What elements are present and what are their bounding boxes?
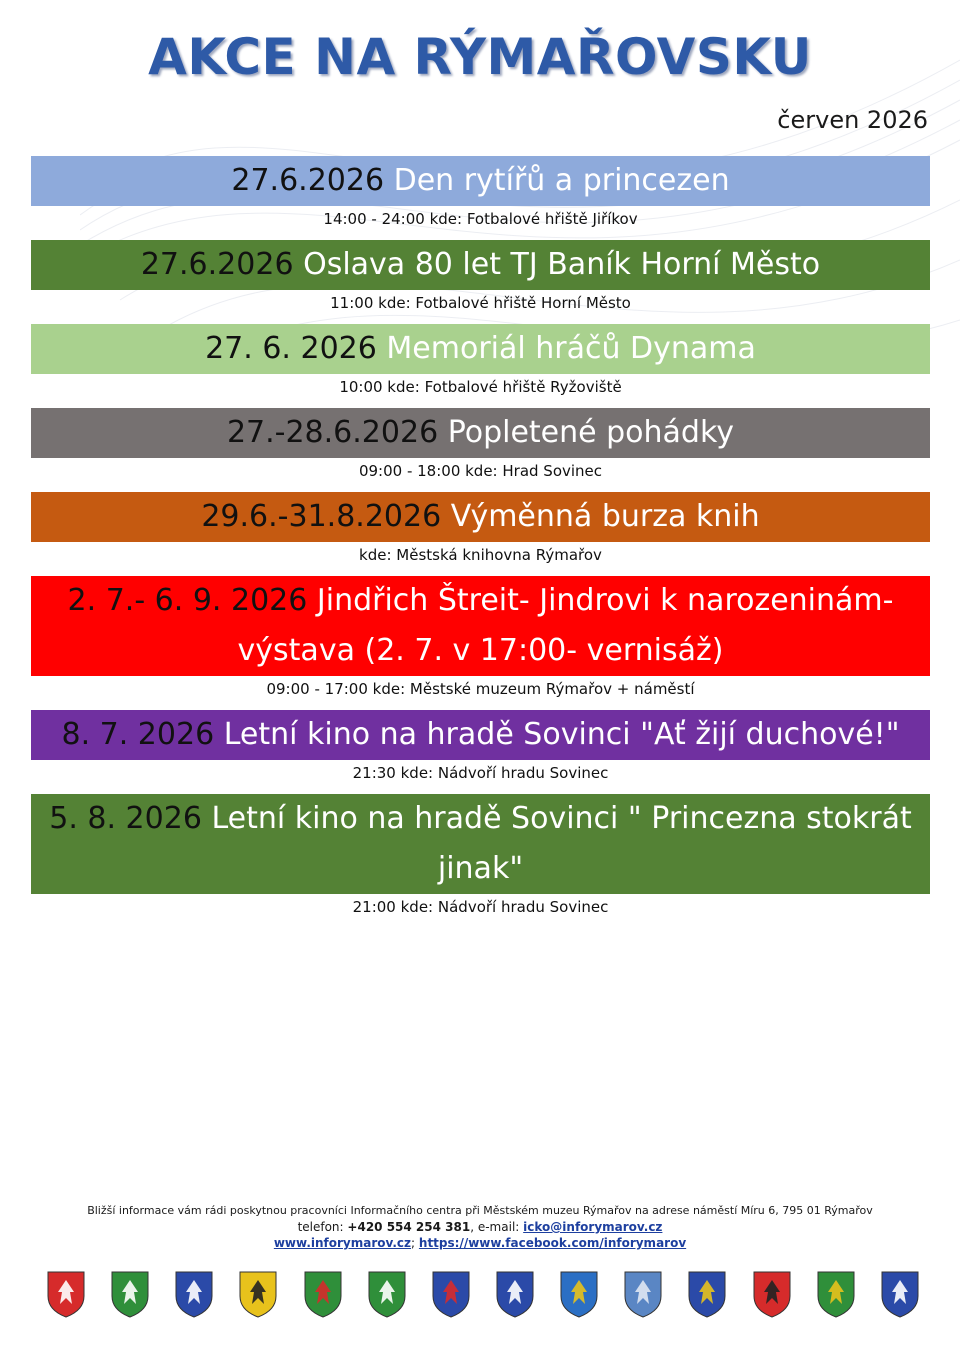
phone-label: telefon:	[297, 1220, 344, 1234]
month-subtitle: červen 2026	[777, 106, 928, 134]
event-title-bar	[31, 240, 930, 290]
event-title-bar	[31, 408, 930, 458]
event-name: Oslava 80 let TJ Baník Horní Město	[303, 247, 821, 282]
event-list	[31, 156, 930, 928]
event-name: Memoriál hráčů Dynama	[386, 331, 756, 366]
crest-tree-icon	[687, 1270, 727, 1318]
footer-links	[0, 1235, 960, 1252]
website-link[interactable]: www.inforymarov.cz	[273, 1236, 412, 1250]
footer	[0, 1203, 960, 1252]
email-link[interactable]: icko@inforymarov.cz	[523, 1220, 663, 1234]
crest-hammers-icon	[110, 1270, 150, 1318]
event-date: 5. 8. 2026	[49, 801, 202, 836]
event-title-bar	[31, 576, 930, 676]
event-details: 21:00 kde: Nádvoří hradu Sovinec	[352, 898, 609, 916]
event-item	[31, 240, 930, 324]
event-details: 21:30 kde: Nádvoří hradu Sovinec	[352, 764, 609, 782]
event-date: 27.-28.6.2026	[226, 415, 439, 450]
footer-contact	[0, 1219, 960, 1235]
event-title-bar	[31, 156, 930, 206]
event-title-bar	[31, 324, 930, 374]
crest-cross-icon	[367, 1270, 407, 1318]
link-separator: ;	[411, 1236, 416, 1250]
event-name: Letní kino na hradě Sovinci " Princezna stokrát jinak"	[211, 801, 912, 886]
phone-number: +420 554 254 381	[347, 1220, 471, 1234]
event-item	[31, 408, 930, 492]
event-date: 27.6.2026	[231, 163, 385, 198]
event-title-bar	[31, 492, 930, 542]
email-label: , e-mail:	[470, 1220, 520, 1234]
event-date: 29.6.-31.8.2026	[201, 499, 442, 534]
crest-castle-icon	[431, 1270, 471, 1318]
crest-eagle-icon	[752, 1270, 792, 1318]
event-date: 8. 7. 2026	[61, 717, 215, 752]
event-details: 10:00 kde: Fotbalové hřiště Ryžoviště	[339, 378, 622, 396]
event-details: 09:00 - 17:00 kde: Městské muzeum Rýmařov + náměstí	[266, 680, 695, 698]
crest-trees-icon	[174, 1270, 214, 1318]
page-title: AKCE NA RÝMAŘOVSKU	[148, 28, 812, 86]
event-name: Letní kino na hradě Sovinci "Ať žijí duchové!"	[223, 717, 900, 752]
event-item	[31, 492, 930, 576]
crest-face-icon	[46, 1270, 86, 1318]
event-name: Výměnná burza knih	[450, 499, 760, 534]
municipality-crests	[46, 1270, 920, 1318]
event-details: 11:00 kde: Fotbalové hřiště Horní Město	[330, 294, 631, 312]
crest-feather-icon	[623, 1270, 663, 1318]
facebook-link[interactable]: https://www.facebook.com/inforymarov	[418, 1236, 687, 1250]
event-name: Jindřich Štreit- Jindrovi k narozeninám- výstava (2. 7. v 17:00- vernisáž)	[237, 583, 894, 668]
event-item	[31, 710, 930, 794]
event-date: 2. 7.- 6. 9. 2026	[67, 583, 308, 618]
crest-plant-icon	[816, 1270, 856, 1318]
event-item	[31, 794, 930, 928]
event-details: 09:00 - 18:00 kde: Hrad Sovinec	[358, 462, 603, 480]
event-date: 27.6.2026	[140, 247, 294, 282]
crest-horse-icon	[559, 1270, 599, 1318]
event-date: 27. 6. 2026	[205, 331, 377, 366]
event-item	[31, 324, 930, 408]
crest-rider-icon	[303, 1270, 343, 1318]
event-item	[31, 156, 930, 240]
crest-wolf-icon	[880, 1270, 920, 1318]
crest-grapes-icon	[495, 1270, 535, 1318]
event-name: Popletené pohádky	[447, 415, 735, 450]
event-title-bar	[31, 710, 930, 760]
footer-info: Bližší informace vám rádi poskytnou pracovníci Informačního centra při Městském muzeu Rýmařov na adrese náměstí Míru 6, 795 01 Rýmařov	[87, 1204, 873, 1217]
event-details: kde: Městská knihovna Rýmařov	[359, 546, 602, 564]
crest-mining-icon	[238, 1270, 278, 1318]
event-name: Den rytířů a princezen	[393, 163, 730, 198]
event-item	[31, 576, 930, 710]
event-details: 14:00 - 24:00 kde: Fotbalové hřiště Jiříkov	[323, 210, 638, 228]
event-title-bar	[31, 794, 930, 894]
